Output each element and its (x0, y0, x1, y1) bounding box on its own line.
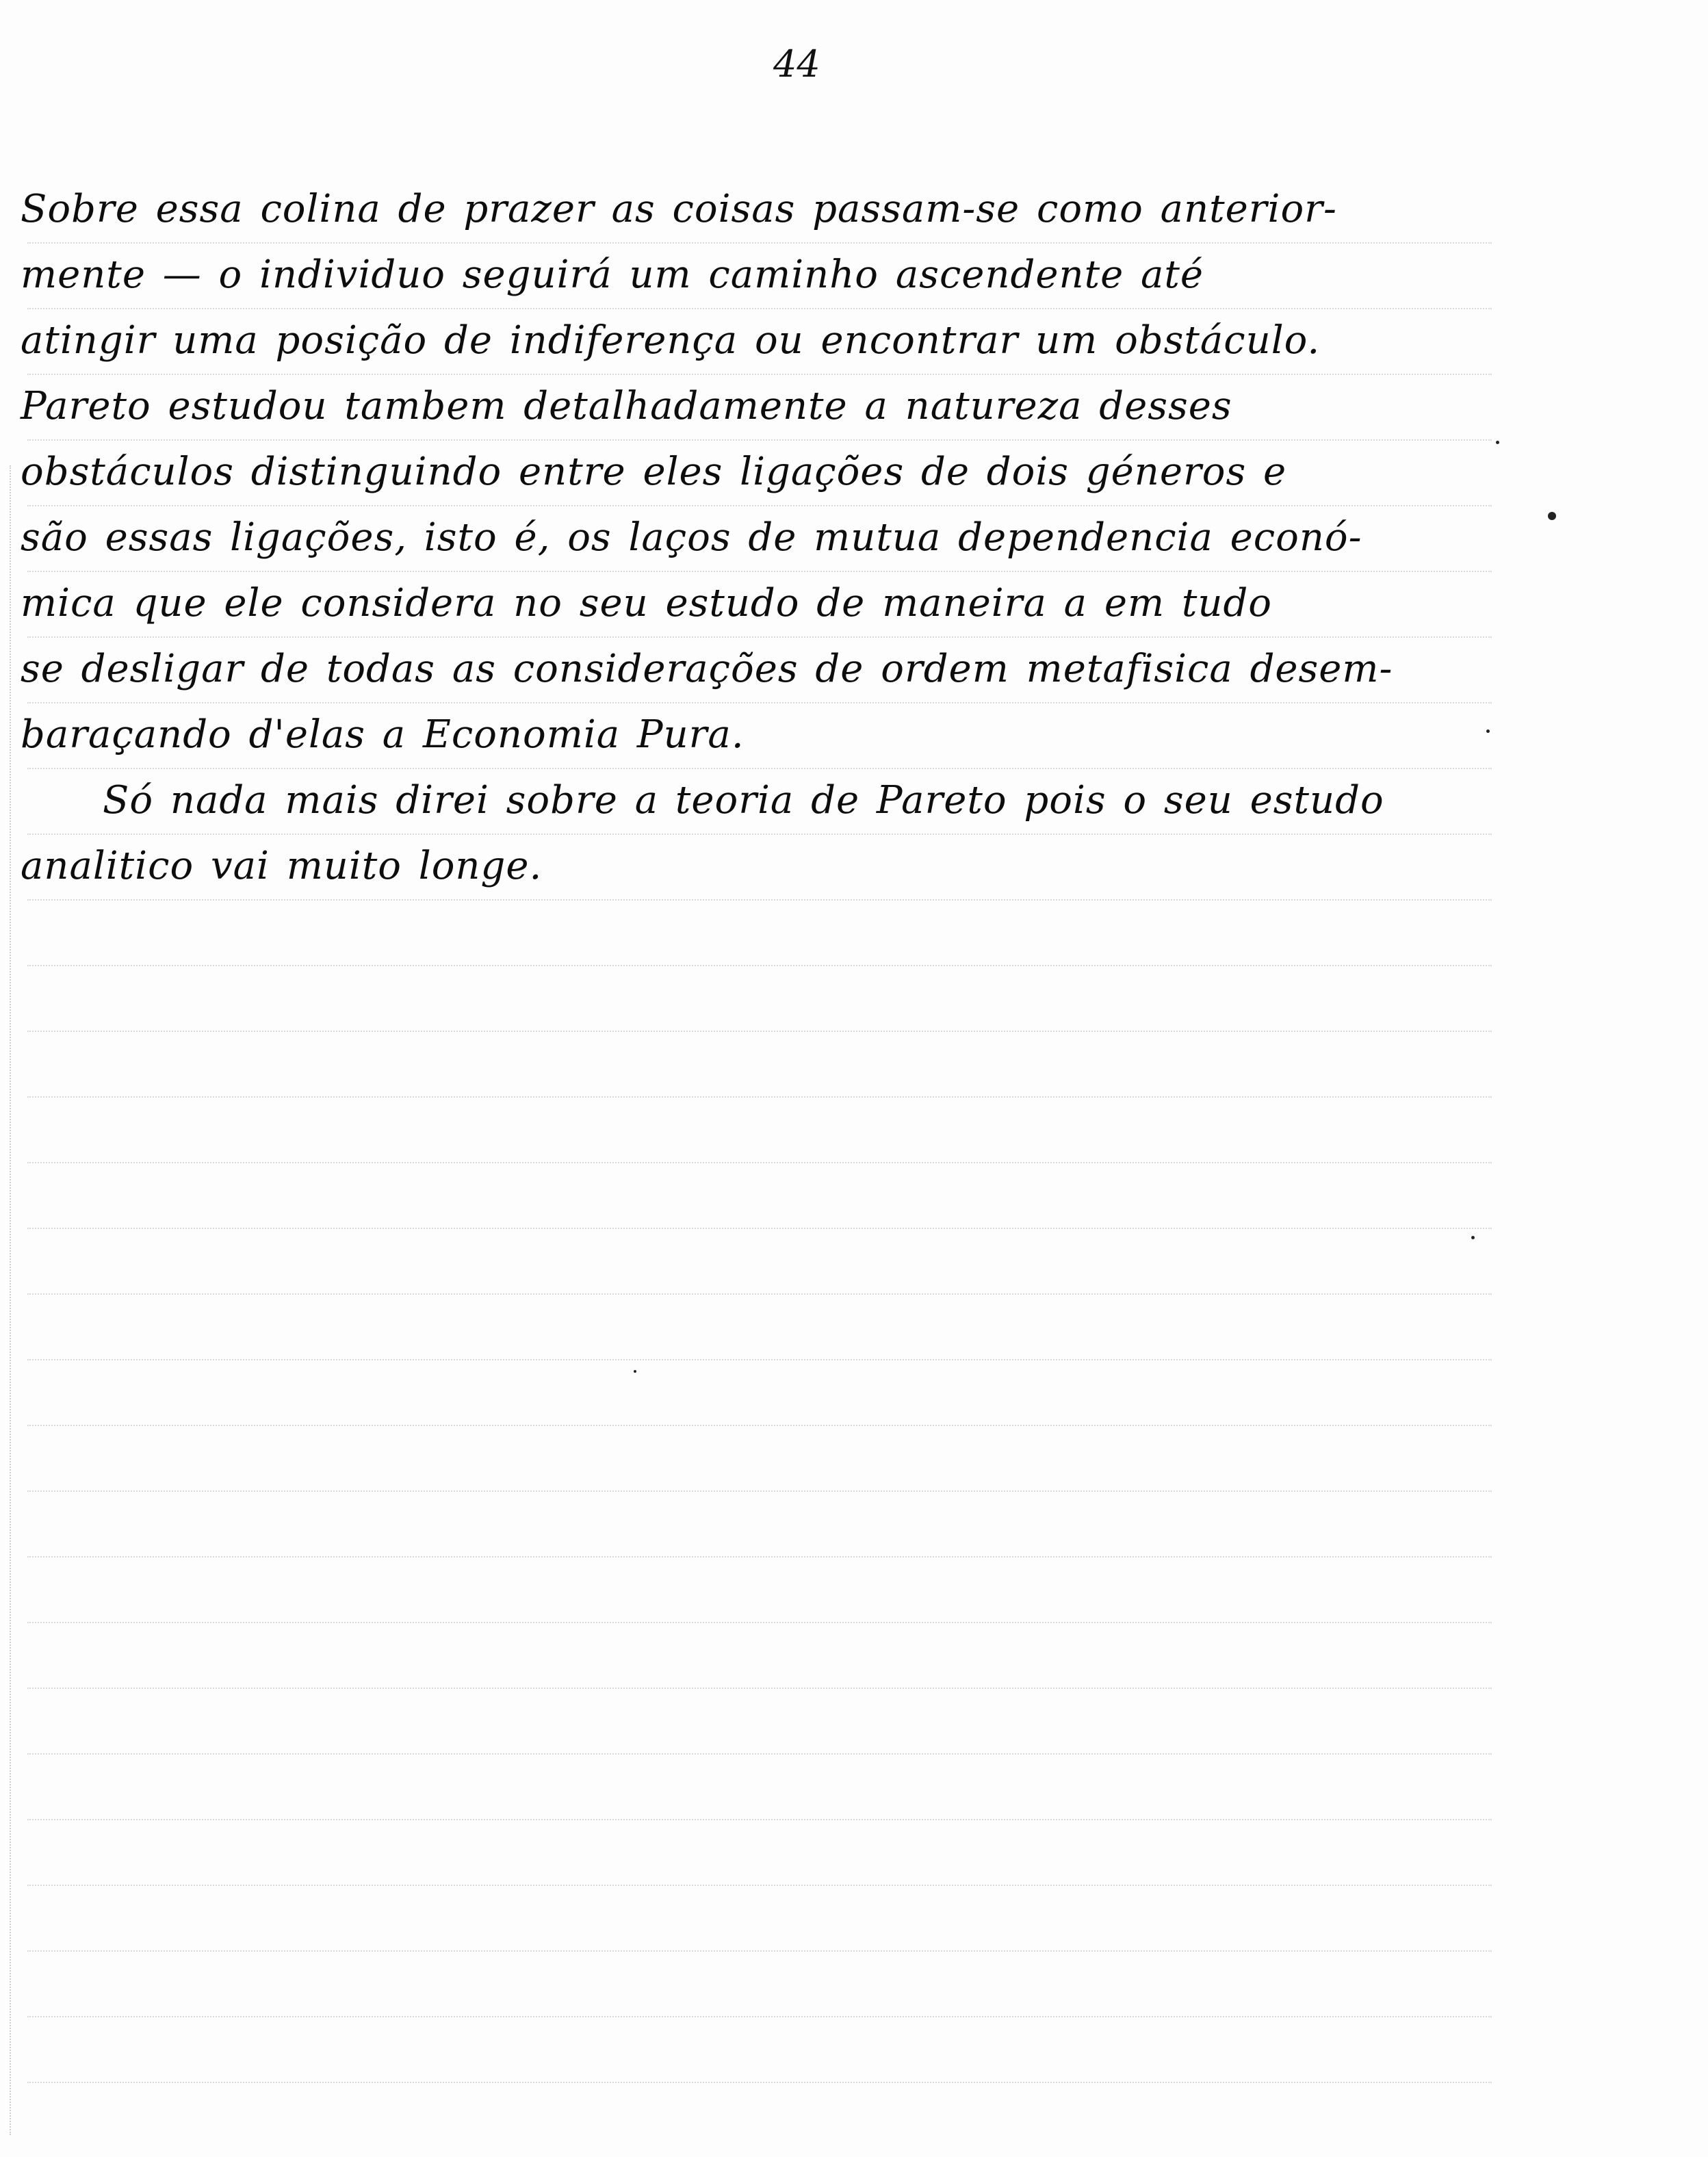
ink-speck (1471, 1236, 1475, 1239)
ruled-line (27, 1293, 1492, 1295)
text-line: atingir uma posição de indiferença ou encontrar um obstáculo. (21, 318, 1321, 363)
ruled-line (27, 1885, 1492, 1886)
text-line: Pareto estudou tambem detalhadamente a natureza desses (21, 384, 1232, 428)
text-line: Sobre essa colina de prazer as coisas passam-se como anterior- (21, 187, 1337, 231)
ink-speck (634, 1370, 636, 1373)
ruled-line (27, 1950, 1492, 1952)
text-line: obstáculos distinguindo entre eles ligações de dois géneros e (21, 450, 1287, 494)
ruled-line (27, 899, 1492, 901)
ink-speck (1548, 512, 1556, 520)
text-line: se desligar de todas as considerações de ordem metafisica desem- (21, 647, 1393, 691)
ruled-line (27, 1359, 1492, 1360)
text-line: mente — o individuo seguirá um caminho ascendente até (21, 253, 1204, 297)
ruled-line (27, 2016, 1492, 2017)
ruled-line (27, 965, 1492, 966)
ink-speck (1496, 441, 1499, 444)
text-line: são essas ligações, isto é, os laços de mutua dependencia econó- (21, 515, 1362, 560)
ruled-line (27, 1753, 1492, 1755)
text-line: analitico vai muito longe. (21, 844, 543, 888)
ruled-line (27, 1096, 1492, 1098)
text-line: baraçando d'elas a Economia Pura. (21, 712, 745, 757)
text-line: Só nada mais direi sobre a teoria de Pareto pois o seu estudo (103, 778, 1384, 823)
ruled-line (27, 1228, 1492, 1229)
ruled-line (27, 2082, 1492, 2083)
ruled-line (27, 1688, 1492, 1689)
ruled-line (27, 1819, 1492, 1820)
ruled-line (27, 1425, 1492, 1426)
page-number: 44 (773, 42, 820, 86)
ink-speck (1486, 729, 1490, 733)
handwritten-text (21, 177, 1444, 899)
ruled-line (27, 1031, 1492, 1032)
page-edge-line (10, 465, 11, 2135)
ruled-line (27, 1162, 1492, 1163)
text-line: mica que ele considera no seu estudo de maneira a em tudo (21, 581, 1273, 625)
ruled-line (27, 1490, 1492, 1492)
ruled-line (27, 1622, 1492, 1623)
ruled-line (27, 1556, 1492, 1558)
